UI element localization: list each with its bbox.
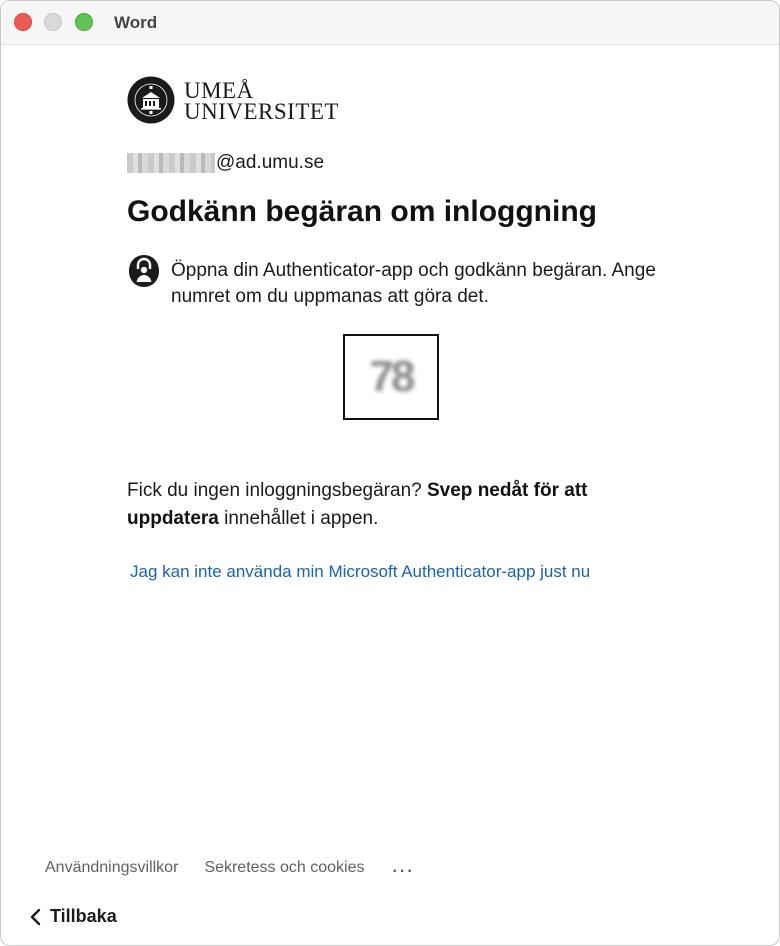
privacy-cookies-link[interactable]: Sekretess och cookies xyxy=(204,859,365,876)
no-request-message xyxy=(127,477,667,533)
more-options-button[interactable]: ... xyxy=(392,859,415,876)
logo-text-line1: UMEÅ xyxy=(184,78,254,103)
university-seal-icon xyxy=(127,76,175,124)
account-email-domain: @ad.umu.se xyxy=(216,152,325,173)
account-identifier xyxy=(127,152,324,174)
back-button[interactable] xyxy=(29,906,117,927)
minimize-window-button[interactable] xyxy=(44,13,62,31)
verification-number-box xyxy=(343,334,439,420)
close-window-button[interactable] xyxy=(14,13,32,31)
back-label: Tillbaka xyxy=(50,906,117,926)
page-title: Godkänn begäran om inloggning xyxy=(127,195,597,228)
footer-links xyxy=(45,859,415,877)
title-bar xyxy=(1,1,779,45)
umea-university-logo xyxy=(127,75,367,129)
logo-text-line2: UNIVERSITET xyxy=(184,99,339,124)
no-request-suffix: innehållet i appen. xyxy=(224,508,379,529)
window-title: Word xyxy=(114,13,158,32)
verification-number: 78 xyxy=(369,352,413,401)
authenticator-lock-icon xyxy=(128,254,160,288)
instruction-text: Öppna din Authenticator-app och godkänn begäran. Ange numret om du uppmanas att göra det. xyxy=(171,260,656,307)
no-request-prefix: Fick du ingen inloggningsbegäran? xyxy=(127,480,422,501)
redacted-username xyxy=(127,153,215,173)
no-request-bold: Svep nedåt för att uppdatera xyxy=(127,480,588,529)
cannot-use-authenticator-link[interactable]: Jag kan inte använda min Microsoft Authenticator-app just nu xyxy=(130,562,591,581)
maximize-window-button[interactable] xyxy=(75,13,93,31)
chevron-left-icon xyxy=(29,908,41,926)
terms-of-use-link[interactable]: Användningsvillkor xyxy=(45,859,179,876)
